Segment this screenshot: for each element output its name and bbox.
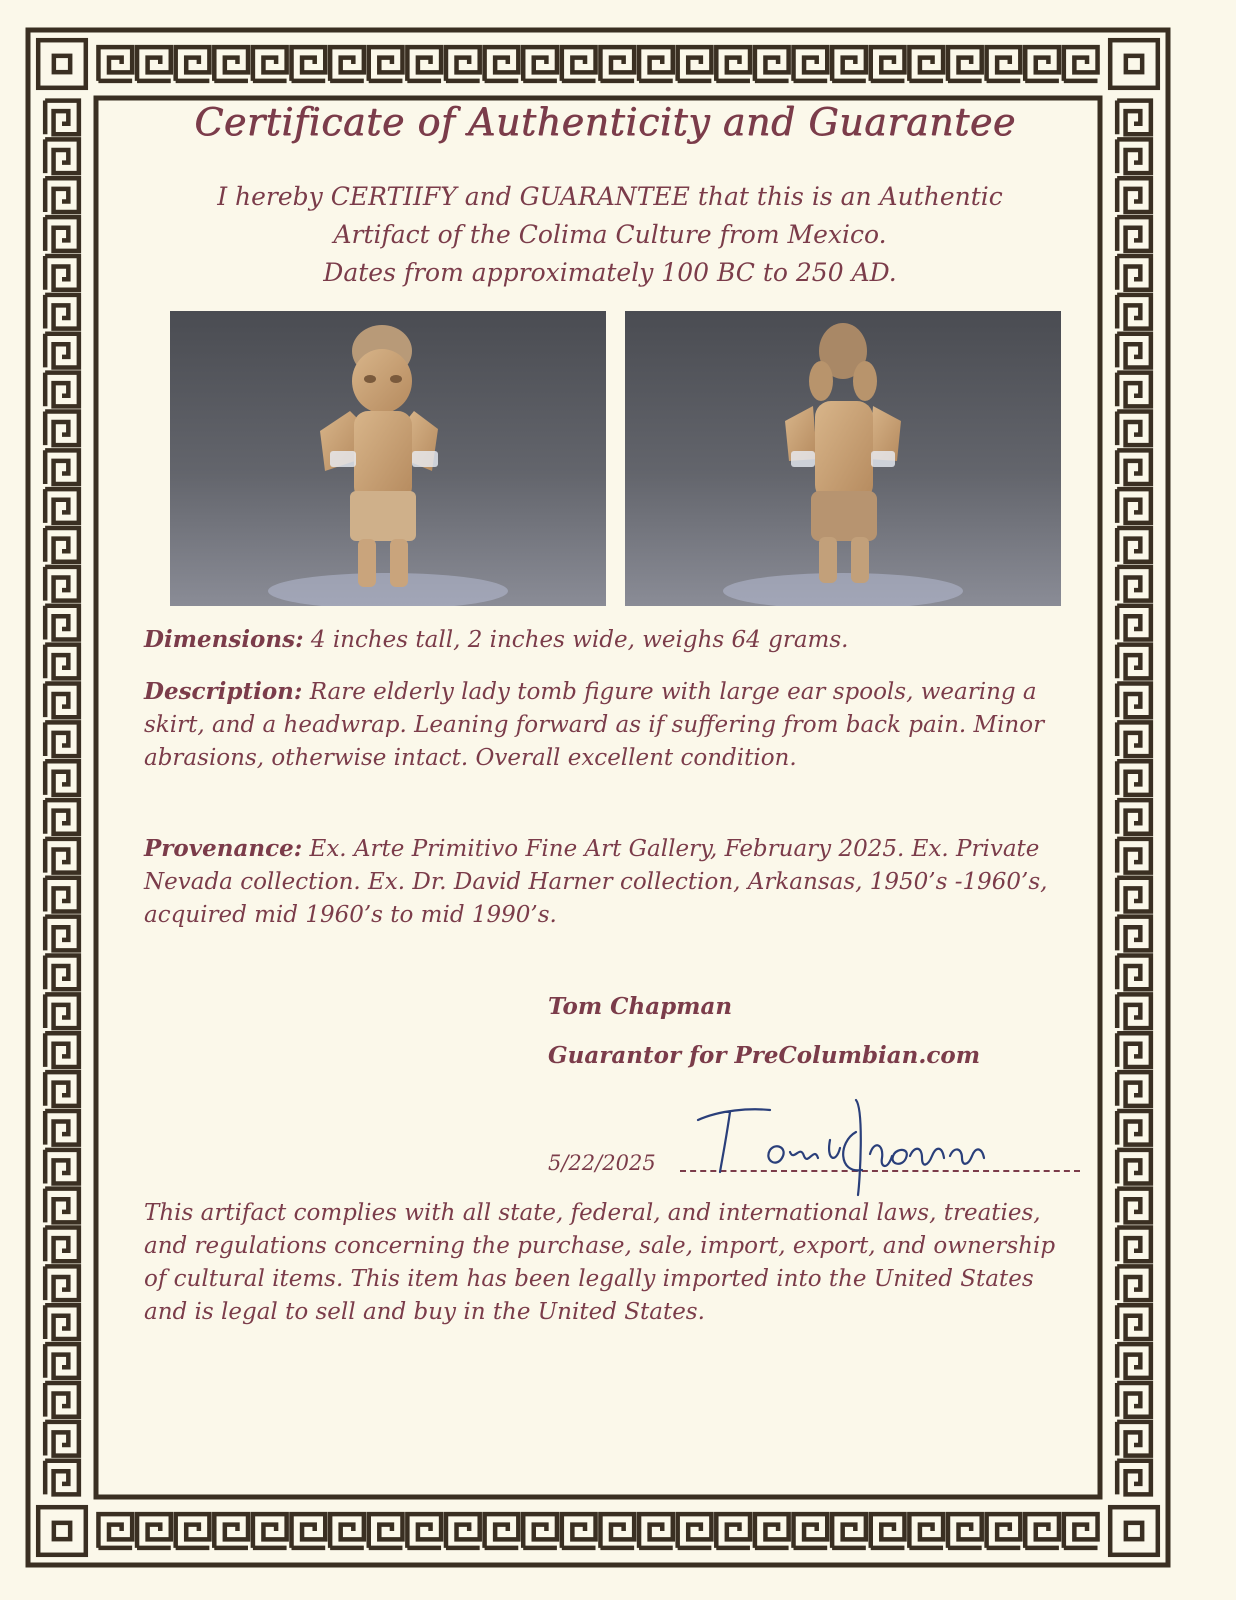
- dimensions-label: Dimensions:: [144, 626, 304, 653]
- greek-key-motif: [45, 101, 79, 135]
- greek-key-motif: [1117, 955, 1151, 989]
- greek-key-motif: [45, 1189, 79, 1223]
- greek-key-motif: [1117, 606, 1151, 640]
- corner-box-inner: [54, 56, 70, 72]
- greek-key-motif: [253, 1514, 287, 1548]
- greek-key-motif: [446, 1514, 480, 1548]
- greek-key-motif: [600, 1514, 634, 1548]
- provenance-text: Ex. Arte Primitivo Fine Art Gallery, February 2025. Ex. Private Nevada collection. Ex. Dr. David Harner collection, Arkansas, 1950’s -1960’s, acquired mid 1960’s to mid 1990’s.: [144, 836, 1048, 928]
- greek-key-motif: [1117, 761, 1151, 795]
- corner-box-inner: [54, 1523, 70, 1539]
- greek-key-motif: [1117, 1189, 1151, 1223]
- greek-key-motif: [45, 606, 79, 640]
- greek-key-motif: [1117, 489, 1151, 523]
- greek-key-motif: [292, 47, 326, 81]
- greek-key-motif: [137, 1514, 171, 1548]
- greek-key-motif: [1117, 101, 1151, 135]
- greek-key-motif: [1117, 1461, 1151, 1495]
- greek-key-motif: [45, 139, 79, 173]
- greek-key-motif: [523, 1514, 557, 1548]
- guarantor-title: Guarantor for PreColumbian.com: [548, 1042, 981, 1069]
- greek-key-motif: [562, 1514, 596, 1548]
- greek-key-motif: [214, 47, 248, 81]
- greek-key-motif: [45, 373, 79, 407]
- greek-key-motif: [639, 1514, 673, 1548]
- compliance-statement: This artifact complies with all state, federal, and international laws, treaties, and regulations concerning the purchase, sale, import, export, and ownership of cultural items. This item has been legally imported into the United States and is legal to sell and buy in the United States.: [144, 1200, 1056, 1325]
- greek-key-motif: [1117, 1072, 1151, 1106]
- greek-key-motif: [832, 47, 866, 81]
- greek-key-motif: [716, 47, 750, 81]
- greek-key-motif: [369, 47, 403, 81]
- greek-key-motif: [45, 1228, 79, 1262]
- corner-box: [1110, 1507, 1158, 1555]
- description-paragraph: [144, 675, 1084, 775]
- greek-key-motif: [45, 1150, 79, 1184]
- greek-key-motif: [45, 917, 79, 951]
- greek-key-motif: [1117, 178, 1151, 212]
- greek-key-motif: [45, 800, 79, 834]
- greek-key-motif: [832, 1514, 866, 1548]
- greek-key-motif: [678, 47, 712, 81]
- greek-key-motif: [1117, 1383, 1151, 1417]
- greek-key-motif: [987, 47, 1021, 81]
- corner-box-inner: [1126, 1523, 1142, 1539]
- greek-key-motif: [253, 47, 287, 81]
- greek-key-motif: [45, 1111, 79, 1145]
- greek-key-motif: [369, 1514, 403, 1548]
- greek-key-motif: [1117, 1228, 1151, 1262]
- greek-key-motif: [1117, 722, 1151, 756]
- corner-box-inner: [1126, 56, 1142, 72]
- greek-key-motif: [639, 47, 673, 81]
- certify-line: Artifact of the Colima Culture from Mexico.: [333, 220, 887, 249]
- greek-key-motif: [1117, 839, 1151, 873]
- dimensions-text: 4 inches tall, 2 inches wide, weighs 64 grams.: [310, 627, 849, 653]
- greek-key-motif: [1117, 295, 1151, 329]
- greek-key-motif: [523, 47, 557, 81]
- greek-key-motif: [1117, 994, 1151, 1028]
- greek-key-motif: [1117, 878, 1151, 912]
- greek-key-motif: [292, 1514, 326, 1548]
- greek-key-motif: [1064, 47, 1098, 81]
- certification-statement: [110, 178, 1110, 292]
- greek-key-motif: [1117, 1150, 1151, 1184]
- greek-key-motif: [45, 1072, 79, 1106]
- greek-key-motif: [1117, 528, 1151, 562]
- greek-key-motif: [1117, 256, 1151, 290]
- greek-key-motif: [1117, 1033, 1151, 1067]
- greek-key-motif: [45, 217, 79, 251]
- description-text: Rare elderly lady tomb figure with large ear spools, wearing a skirt, and a headwrap. Leaning forward as if suffering from back pain. Minor abrasions, otherwise intact. Overall excellent condition.: [144, 679, 1045, 771]
- greek-key-motif: [45, 450, 79, 484]
- greek-key-motif: [407, 47, 441, 81]
- greek-key-motif: [176, 1514, 210, 1548]
- greek-key-motif: [1117, 683, 1151, 717]
- greek-key-motif: [485, 1514, 519, 1548]
- greek-key-motif: [1117, 334, 1151, 368]
- greek-key-motif: [98, 1514, 132, 1548]
- greek-key-motif: [45, 722, 79, 756]
- certify-line: I hereby CERTIIFY and GUARANTEE that this is an Authentic: [217, 182, 1003, 211]
- greek-key-motif: [948, 1514, 982, 1548]
- greek-key-motif: [45, 1344, 79, 1378]
- greek-key-motif: [214, 1514, 248, 1548]
- greek-key-motif: [1117, 917, 1151, 951]
- greek-key-motif: [1064, 1514, 1098, 1548]
- provenance-paragraph: [144, 832, 1084, 932]
- greek-key-motif: [871, 47, 905, 81]
- artifact-front-photo: [170, 311, 606, 606]
- greek-key-motif: [45, 1422, 79, 1456]
- greek-key-motif: [1025, 47, 1059, 81]
- greek-key-motif: [45, 489, 79, 523]
- greek-key-motif: [45, 528, 79, 562]
- greek-key-motif: [45, 1266, 79, 1300]
- greek-key-motif: [446, 47, 480, 81]
- greek-key-motif: [45, 1305, 79, 1339]
- greek-key-motif: [137, 47, 171, 81]
- certificate-title: Certificate of Authenticity and Guarantee: [194, 100, 1016, 144]
- dimensions-paragraph: [144, 623, 1084, 657]
- description-label: Description:: [144, 678, 303, 705]
- greek-key-motif: [45, 955, 79, 989]
- greek-key-motif: [176, 47, 210, 81]
- artifact-back-photo: [625, 311, 1061, 606]
- greek-key-motif: [794, 1514, 828, 1548]
- greek-key-motif: [1117, 1422, 1151, 1456]
- greek-key-motif: [1117, 450, 1151, 484]
- greek-key-motif: [1117, 217, 1151, 251]
- greek-key-motif: [407, 1514, 441, 1548]
- certify-line: Dates from approximately 100 BC to 250 AD.: [323, 258, 897, 287]
- guarantor-name: Tom Chapman: [548, 993, 733, 1020]
- greek-key-motif: [330, 47, 364, 81]
- greek-key-motif: [1117, 1305, 1151, 1339]
- greek-key-motif: [1117, 411, 1151, 445]
- corner-box: [1110, 40, 1158, 88]
- greek-key-motif: [45, 839, 79, 873]
- signature-date: 5/22/2025: [548, 1151, 656, 1175]
- greek-key-motif: [45, 334, 79, 368]
- greek-key-motif: [716, 1514, 750, 1548]
- greek-key-motif: [45, 256, 79, 290]
- greek-key-motif: [45, 1461, 79, 1495]
- greek-key-motif: [45, 645, 79, 679]
- greek-key-motif: [562, 47, 596, 81]
- greek-key-motif: [1117, 800, 1151, 834]
- greek-key-motif: [948, 47, 982, 81]
- greek-key-motif: [485, 47, 519, 81]
- greek-key-motif: [45, 878, 79, 912]
- greek-key-motif: [45, 994, 79, 1028]
- greek-key-motif: [45, 411, 79, 445]
- corner-box: [38, 40, 86, 88]
- greek-key-motif: [1117, 139, 1151, 173]
- greek-key-motif: [45, 178, 79, 212]
- greek-key-motif: [794, 47, 828, 81]
- greek-key-motif: [1117, 1111, 1151, 1145]
- greek-key-motif: [987, 1514, 1021, 1548]
- greek-key-motif: [45, 295, 79, 329]
- greek-key-motif: [1117, 645, 1151, 679]
- greek-key-motif: [678, 1514, 712, 1548]
- greek-key-motif: [330, 1514, 364, 1548]
- greek-key-motif: [909, 47, 943, 81]
- greek-key-motif: [871, 1514, 905, 1548]
- greek-key-motif: [755, 47, 789, 81]
- greek-key-motif: [909, 1514, 943, 1548]
- greek-key-motif: [1117, 567, 1151, 601]
- greek-key-motif: [600, 47, 634, 81]
- corner-box: [38, 1507, 86, 1555]
- greek-key-motif: [1117, 1266, 1151, 1300]
- greek-key-motif: [45, 1033, 79, 1067]
- greek-key-motif: [1117, 373, 1151, 407]
- greek-key-motif: [98, 47, 132, 81]
- greek-key-motif: [755, 1514, 789, 1548]
- handwritten-signature: [680, 1080, 1010, 1200]
- greek-key-motif: [1117, 1344, 1151, 1378]
- provenance-label: Provenance:: [144, 835, 303, 862]
- greek-key-motif: [45, 1383, 79, 1417]
- greek-key-motif: [1025, 1514, 1059, 1548]
- greek-key-motif: [45, 761, 79, 795]
- greek-key-motif: [45, 683, 79, 717]
- greek-key-motif: [45, 567, 79, 601]
